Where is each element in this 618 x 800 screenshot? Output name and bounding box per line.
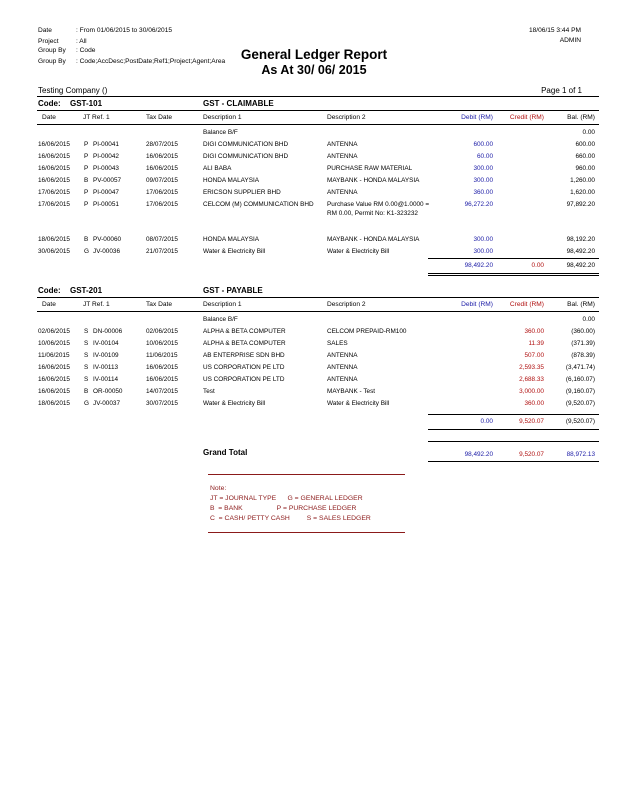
cell-description-2: Purchase Value RM 0.00@1.0000 = RM 0.00, Permit No: K1-323232 (327, 201, 430, 217)
cell-description-1: DIGI COMMUNICATION BHD (203, 153, 289, 160)
cell-ref: PI-00041 (93, 141, 119, 148)
notes-bottom-rule (208, 532, 405, 533)
cell-description-1: Water & Electricity Bill (203, 400, 266, 407)
cell-description-2: ANTENNA (327, 352, 358, 359)
company-name: Testing Company () (38, 86, 108, 95)
grand-total-bottom-rule (428, 461, 599, 462)
column-header-bottom-rule (37, 124, 599, 125)
cell-credit: 507.00 (524, 352, 544, 359)
cell-balance: 600.00 (575, 141, 595, 148)
col-debit: Debit (RM) (461, 114, 493, 121)
balance-bf-value: 0.00 (582, 316, 595, 323)
subtotal-debit: 0.00 (480, 418, 493, 425)
cell-debit: 300.00 (473, 177, 493, 184)
group-by-value: : Code (76, 47, 96, 54)
notes-line: B = BANK P = PURCHASE LEDGER (210, 505, 357, 512)
account-code: GST-201 (70, 286, 103, 295)
grand-total-debit: 98,492.20 (464, 451, 493, 458)
cell-description-1: DIGI COMMUNICATION BHD (203, 141, 289, 148)
col-description-1: Description 1 (203, 301, 242, 308)
cell-debit: 96,272.20 (464, 201, 493, 208)
col-description-2: Description 2 (327, 114, 366, 121)
group-by-label: Group By (38, 47, 66, 54)
col-tax-date: Tax Date (146, 301, 173, 308)
subtotal-credit: 0.00 (531, 262, 544, 269)
cell-date: 16/06/2015 (38, 376, 70, 383)
cell-description-1: ALI BABA (203, 165, 232, 172)
cell-description-1: CELCOM (M) COMMUNICATION BHD (203, 201, 314, 208)
cell-debit: 300.00 (473, 248, 493, 255)
cell-tax-date: 11/06/2015 (146, 352, 178, 359)
cell-balance: (878.39) (571, 352, 595, 359)
cell-tax-date: 28/07/2015 (146, 141, 178, 148)
cell-journal-type: G (84, 248, 89, 255)
cell-tax-date: 17/06/2015 (146, 189, 178, 196)
notes-top-rule (208, 474, 405, 475)
balance-bf-label: Balance B/F (203, 129, 238, 136)
subtotal-balance: (9,520.07) (565, 418, 595, 425)
cell-tax-date: 09/07/2015 (146, 177, 178, 184)
cell-description-2: ANTENNA (327, 376, 358, 383)
group-by-value-2: : Code;AccDesc;PostDate;Ref1;Project;Agent;Area (76, 58, 226, 65)
cell-journal-type: S (84, 376, 89, 383)
cell-balance: (9,520.07) (565, 400, 595, 407)
cell-balance: 960.00 (575, 165, 595, 172)
column-header-top-rule (37, 297, 599, 298)
cell-date: 16/06/2015 (38, 141, 70, 148)
cell-tax-date: 10/06/2015 (146, 340, 178, 347)
cell-tax-date: 30/07/2015 (146, 400, 178, 407)
cell-date: 16/06/2015 (38, 177, 70, 184)
project-value: : All (76, 38, 87, 45)
cell-description-2: Water & Electricity Bill (327, 248, 390, 255)
cell-date: 11/06/2015 (38, 352, 70, 359)
account-code: GST-101 (70, 99, 103, 108)
balance-bf-label: Balance B/F (203, 316, 238, 323)
notes-line: C = CASH/ PETTY CASH S = SALES LEDGER (210, 515, 371, 522)
cell-tax-date: 16/06/2015 (146, 364, 178, 371)
cell-ref: IV-00104 (93, 340, 119, 347)
cell-debit: 360.00 (473, 189, 493, 196)
cell-journal-type: S (84, 328, 89, 335)
cell-description-2: CELCOM PREPAID-RM100 (327, 328, 407, 335)
col-jt-ref: JT Ref. 1 (83, 301, 110, 308)
cell-journal-type: B (84, 388, 89, 395)
subtotal-credit: 9,520.07 (519, 418, 544, 425)
cell-tax-date: 16/06/2015 (146, 165, 178, 172)
cell-ref: JV-00036 (93, 248, 121, 255)
cell-tax-date: 08/07/2015 (146, 236, 178, 243)
notes-title: Note: (210, 485, 227, 492)
header-divider (37, 96, 599, 97)
cell-journal-type: B (84, 177, 89, 184)
cell-description-1: ALPHA & BETA COMPUTER (203, 340, 286, 347)
cell-balance: (371.39) (571, 340, 595, 347)
cell-balance: 1,260.00 (570, 177, 595, 184)
date-range: : From 01/06/2015 to 30/06/2015 (76, 27, 173, 34)
cell-balance: (3,471.74) (565, 364, 595, 371)
cell-tax-date: 14/07/2015 (146, 388, 178, 395)
cell-journal-type: S (84, 364, 89, 371)
cell-description-1: AB ENTERPRISE SDN BHD (203, 352, 285, 359)
cell-journal-type: S (84, 340, 89, 347)
cell-description-2: MAYBANK - Test (327, 388, 376, 395)
cell-tax-date: 17/06/2015 (146, 201, 178, 208)
cell-credit: 360.00 (524, 400, 544, 407)
cell-date: 16/06/2015 (38, 165, 70, 172)
balance-bf-value: 0.00 (582, 129, 595, 136)
col-balance: Bal. (RM) (567, 301, 595, 308)
cell-ref: PV-00057 (93, 177, 122, 184)
cell-description-1: US CORPORATION PE LTD (203, 364, 285, 371)
cell-description-1: HONDA MALAYSIA (203, 236, 259, 243)
cell-date: 10/06/2015 (38, 340, 70, 347)
cell-journal-type: S (84, 352, 89, 359)
group-by-label-2: Group By (38, 58, 66, 65)
cell-description-2: ANTENNA (327, 153, 358, 160)
cell-ref: DN-00006 (93, 328, 123, 335)
cell-description-2: ANTENNA (327, 189, 358, 196)
col-date: Date (42, 114, 56, 121)
cell-ref: PI-00042 (93, 153, 119, 160)
column-header-bottom-rule (37, 311, 599, 312)
cell-journal-type: P (84, 201, 89, 208)
subtotal-debit: 98,492.20 (464, 262, 493, 269)
cell-description-1: Test (203, 388, 215, 395)
cell-journal-type: P (84, 189, 89, 196)
cell-date: 18/06/2015 (38, 400, 70, 407)
cell-ref: IV-00113 (93, 364, 119, 371)
cell-journal-type: G (84, 400, 89, 407)
cell-balance: (9,160.07) (565, 388, 595, 395)
cell-credit: 3,000.00 (519, 388, 544, 395)
subtotal-balance: 98,492.20 (566, 262, 595, 269)
cell-date: 18/06/2015 (38, 236, 70, 243)
date-label: Date (38, 27, 52, 34)
cell-tax-date: 16/06/2015 (146, 376, 178, 383)
cell-tax-date: 16/06/2015 (146, 153, 178, 160)
cell-date: 02/06/2015 (38, 328, 70, 335)
cell-description-2: Water & Electricity Bill (327, 400, 390, 407)
cell-credit: 11.39 (528, 340, 544, 347)
cell-ref: OR-00050 (93, 388, 123, 395)
cell-credit: 360.00 (524, 328, 544, 335)
cell-credit: 2,688.33 (519, 376, 544, 383)
cell-journal-type: P (84, 141, 89, 148)
cell-ref: PI-00043 (93, 165, 119, 172)
col-description-2: Description 2 (327, 301, 366, 308)
account-name: GST - PAYABLE (203, 286, 263, 295)
cell-ref: IV-00114 (93, 376, 119, 383)
cell-description-1: Water & Electricity Bill (203, 248, 266, 255)
cell-description-1: HONDA MALAYSIA (203, 177, 259, 184)
col-description-1: Description 1 (203, 114, 242, 121)
cell-balance: 97,892.20 (566, 201, 595, 208)
cell-balance: 1,620.00 (570, 189, 595, 196)
cell-ref: IV-00109 (93, 352, 119, 359)
account-name: GST - CLAIMABLE (203, 99, 274, 108)
cell-description-2: ANTENNA (327, 364, 358, 371)
cell-date: 30/06/2015 (38, 248, 70, 255)
cell-date: 16/06/2015 (38, 153, 70, 160)
cell-journal-type: P (84, 165, 89, 172)
subtotal-double-rule (428, 273, 599, 274)
page-number: Page 1 of 1 (541, 86, 582, 95)
cell-description-2: MAYBANK - HONDA MALAYSIA (327, 177, 420, 184)
cell-balance: 660.00 (575, 153, 595, 160)
cell-description-1: ERICSON SUPPLIER BHD (203, 189, 281, 196)
cell-date: 17/06/2015 (38, 201, 70, 208)
col-credit: Credit (RM) (509, 301, 544, 308)
cell-ref: PI-00047 (93, 189, 119, 196)
col-jt-ref: JT Ref. 1 (83, 114, 110, 121)
grand-total-credit: 9,520.07 (519, 451, 544, 458)
cell-description-2: MAYBANK - HONDA MALAYSIA (327, 236, 420, 243)
column-header-top-rule (37, 110, 599, 111)
cell-date: 16/06/2015 (38, 388, 70, 395)
print-datetime: 18/06/15 3:44 PM (528, 27, 581, 34)
project-label: Project (38, 38, 59, 45)
cell-description-2: SALES (327, 340, 348, 347)
cell-debit: 300.00 (473, 236, 493, 243)
cell-description-1: US CORPORATION PE LTD (203, 376, 285, 383)
subtotal-double-rule-2 (428, 275, 599, 276)
cell-tax-date: 02/06/2015 (146, 328, 178, 335)
cell-journal-type: B (84, 236, 89, 243)
grand-total-label: Grand Total (203, 448, 248, 457)
cell-debit: 300.00 (473, 165, 493, 172)
cell-description-2: ANTENNA (327, 141, 358, 148)
subtotal-rule (428, 258, 599, 259)
grand-total-top-rule (428, 441, 599, 442)
code-label: Code: (38, 286, 61, 295)
col-tax-date: Tax Date (146, 114, 173, 121)
col-date: Date (42, 301, 56, 308)
cell-ref: PI-00051 (93, 201, 119, 208)
grand-total-balance: 88,972.13 (566, 451, 595, 458)
cell-debit: 600.00 (473, 141, 493, 148)
cell-balance: (6,160.07) (565, 376, 595, 383)
cell-balance: 98,192.20 (566, 236, 595, 243)
subtotal-rule (428, 414, 599, 415)
cell-credit: 2,593.35 (519, 364, 544, 371)
col-credit: Credit (RM) (509, 114, 544, 121)
cell-tax-date: 21/07/2015 (146, 248, 178, 255)
cell-date: 17/06/2015 (38, 189, 70, 196)
col-balance: Bal. (RM) (567, 114, 595, 121)
notes-line: JT = JOURNAL TYPE G = GENERAL LEDGER (210, 495, 363, 502)
col-debit: Debit (RM) (461, 301, 493, 308)
cell-balance: 98,492.20 (566, 248, 595, 255)
cell-journal-type: P (84, 153, 89, 160)
cell-date: 16/06/2015 (38, 364, 70, 371)
cell-ref: PV-00060 (93, 236, 122, 243)
cell-debit: 60.00 (477, 153, 493, 160)
cell-balance: (360.00) (571, 328, 595, 335)
report-title: General Ledger Report (240, 47, 388, 62)
user-name: ADMIN (559, 37, 581, 44)
cell-description-1: ALPHA & BETA COMPUTER (203, 328, 286, 335)
report-subtitle: As At 30/ 06/ 2015 (261, 63, 367, 77)
cell-description-2: PURCHASE RAW MATERIAL (327, 165, 413, 172)
subtotal-double-rule (428, 429, 599, 430)
code-label: Code: (38, 99, 61, 108)
cell-ref: JV-00037 (93, 400, 121, 407)
